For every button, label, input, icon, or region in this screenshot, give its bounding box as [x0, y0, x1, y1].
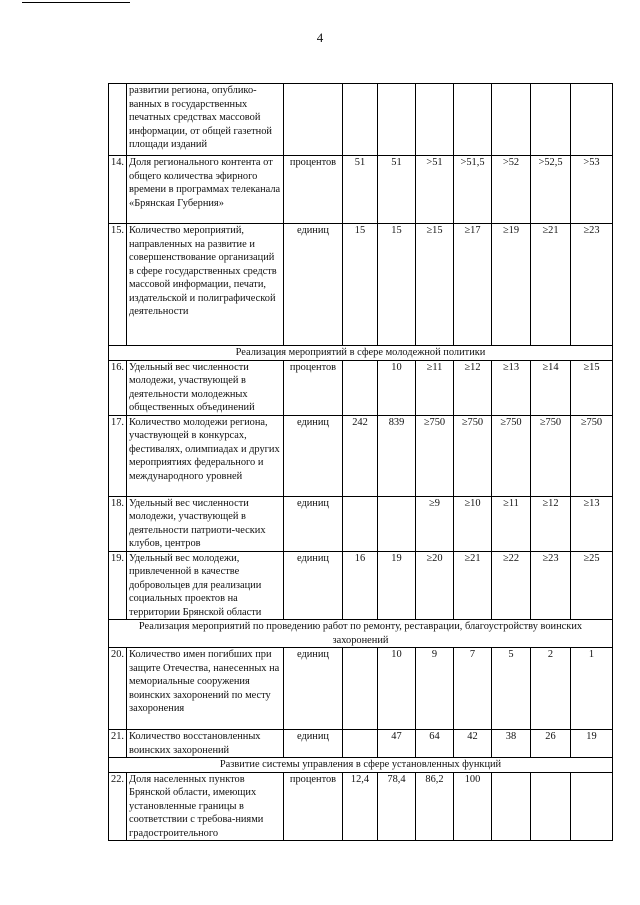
- value-cell: [378, 84, 416, 156]
- row-number: [109, 84, 127, 156]
- value-cell: 86,2: [416, 772, 454, 841]
- value-cell: ≥12: [531, 496, 571, 551]
- value-cell: [454, 84, 492, 156]
- row-number: 15.: [109, 224, 127, 346]
- value-cell: [571, 772, 613, 841]
- value-cell: 839: [378, 415, 416, 496]
- value-cell: 10: [378, 648, 416, 730]
- value-cell: 10: [378, 360, 416, 415]
- value-cell: ≥10: [454, 496, 492, 551]
- value-cell: 1: [571, 648, 613, 730]
- top-rule: [22, 2, 130, 3]
- value-cell: >51,5: [454, 156, 492, 224]
- value-cell: [343, 496, 378, 551]
- value-cell: 38: [492, 730, 531, 758]
- value-cell: ≥750: [416, 415, 454, 496]
- indicator-name: Доля населенных пунктов Брянской области, имеющих установленные границы в соответствии с требова-ниями градостроительного: [127, 772, 284, 841]
- value-cell: ≥13: [571, 496, 613, 551]
- unit-cell: единиц: [284, 224, 343, 346]
- value-cell: >52: [492, 156, 531, 224]
- value-cell: >51: [416, 156, 454, 224]
- unit-cell: единиц: [284, 496, 343, 551]
- indicator-name: Количество восстановленных воинских захоронений: [127, 730, 284, 758]
- value-cell: ≥13: [492, 360, 531, 415]
- value-cell: ≥12: [454, 360, 492, 415]
- value-cell: 5: [492, 648, 531, 730]
- value-cell: 64: [416, 730, 454, 758]
- value-cell: ≥15: [571, 360, 613, 415]
- value-cell: [378, 496, 416, 551]
- unit-cell: единиц: [284, 551, 343, 620]
- indicator-name: развитии региона, опублико-ванных в государственных печатных средствах массовой информации, от общей газетной площади изданий: [127, 84, 284, 156]
- table-body: [109, 84, 613, 841]
- row-number: 19.: [109, 551, 127, 620]
- unit-cell: единиц: [284, 415, 343, 496]
- value-cell: ≥25: [571, 551, 613, 620]
- section-header-row: [109, 620, 613, 648]
- value-cell: 51: [378, 156, 416, 224]
- value-cell: 19: [571, 730, 613, 758]
- table-row: [109, 730, 613, 758]
- value-cell: ≥14: [531, 360, 571, 415]
- value-cell: 2: [531, 648, 571, 730]
- row-number: 18.: [109, 496, 127, 551]
- value-cell: 7: [454, 648, 492, 730]
- section-header-row: [109, 346, 613, 361]
- value-cell: 15: [378, 224, 416, 346]
- value-cell: ≥15: [416, 224, 454, 346]
- value-cell: [343, 648, 378, 730]
- indicators-table: [108, 83, 613, 841]
- value-cell: 78,4: [378, 772, 416, 841]
- table-row: [109, 648, 613, 730]
- row-number: 16.: [109, 360, 127, 415]
- row-number: 21.: [109, 730, 127, 758]
- table-row: [109, 415, 613, 496]
- unit-cell: процентов: [284, 772, 343, 841]
- table-row: [109, 496, 613, 551]
- row-number: 22.: [109, 772, 127, 841]
- value-cell: 100: [454, 772, 492, 841]
- unit-cell: единиц: [284, 730, 343, 758]
- value-cell: 47: [378, 730, 416, 758]
- value-cell: [531, 772, 571, 841]
- value-cell: [416, 84, 454, 156]
- value-cell: ≥750: [454, 415, 492, 496]
- value-cell: [343, 84, 378, 156]
- value-cell: 16: [343, 551, 378, 620]
- value-cell: >52,5: [531, 156, 571, 224]
- indicator-name: Удельный вес численности молодежи, участвующей в деятельности молодежных общественных объединений: [127, 360, 284, 415]
- table-row: [109, 772, 613, 841]
- value-cell: ≥23: [531, 551, 571, 620]
- page-number: 4: [316, 30, 324, 45]
- value-cell: ≥11: [492, 496, 531, 551]
- value-cell: 15: [343, 224, 378, 346]
- value-cell: 42: [454, 730, 492, 758]
- value-cell: ≥750: [571, 415, 613, 496]
- indicator-name: Количество мероприятий, направленных на развитие и совершенствование организаций в сфере государственных средств массовой информации, печати, издательской и полиграфической деятельности: [127, 224, 284, 346]
- value-cell: [492, 772, 531, 841]
- indicator-name: Удельный вес численности молодежи, участвующей в деятельности патриоти-ческих клубов, центров: [127, 496, 284, 551]
- value-cell: [343, 360, 378, 415]
- unit-cell: процентов: [284, 360, 343, 415]
- value-cell: ≥19: [492, 224, 531, 346]
- table-row: [109, 224, 613, 346]
- table-row: [109, 84, 613, 156]
- section-title: Реализация мероприятий по проведению работ по ремонту, реставрации, благоустройству воинских захоронений: [109, 620, 613, 648]
- value-cell: ≥20: [416, 551, 454, 620]
- value-cell: [531, 84, 571, 156]
- indicator-name: Доля регионального контента от общего количества эфирного времени в программах телеканала «Брянская Губерния»: [127, 156, 284, 224]
- indicator-name: Удельный вес молодежи, привлеченной в качестве добровольцев для реализации социальных проектов на территории Брянской области: [127, 551, 284, 620]
- value-cell: 26: [531, 730, 571, 758]
- section-header-row: [109, 758, 613, 773]
- section-title: Реализация мероприятий в сфере молодежной политики: [109, 346, 613, 361]
- value-cell: >53: [571, 156, 613, 224]
- indicator-name: Количество имен погибших при защите Отечества, нанесенных на мемориальные сооружения воинских захоронений по месту захоронения: [127, 648, 284, 730]
- unit-cell: единиц: [284, 648, 343, 730]
- value-cell: ≥750: [492, 415, 531, 496]
- value-cell: ≥9: [416, 496, 454, 551]
- value-cell: ≥21: [454, 551, 492, 620]
- value-cell: 51: [343, 156, 378, 224]
- row-number: 14.: [109, 156, 127, 224]
- value-cell: ≥21: [531, 224, 571, 346]
- unit-cell: [284, 84, 343, 156]
- table-row: [109, 551, 613, 620]
- value-cell: ≥17: [454, 224, 492, 346]
- value-cell: 9: [416, 648, 454, 730]
- indicator-name: Количество молодежи региона, участвующей в конкурсах, фестивалях, олимпиадах и других мероприятиях федерального и международного уровней: [127, 415, 284, 496]
- value-cell: ≥23: [571, 224, 613, 346]
- value-cell: 12,4: [343, 772, 378, 841]
- value-cell: ≥750: [531, 415, 571, 496]
- table-row: [109, 156, 613, 224]
- value-cell: 19: [378, 551, 416, 620]
- value-cell: [492, 84, 531, 156]
- row-number: 17.: [109, 415, 127, 496]
- row-number: 20.: [109, 648, 127, 730]
- section-title: Развитие системы управления в сфере установленных функций: [109, 758, 613, 773]
- value-cell: [343, 730, 378, 758]
- value-cell: [571, 84, 613, 156]
- table-row: [109, 360, 613, 415]
- value-cell: ≥11: [416, 360, 454, 415]
- value-cell: ≥22: [492, 551, 531, 620]
- value-cell: 242: [343, 415, 378, 496]
- unit-cell: процентов: [284, 156, 343, 224]
